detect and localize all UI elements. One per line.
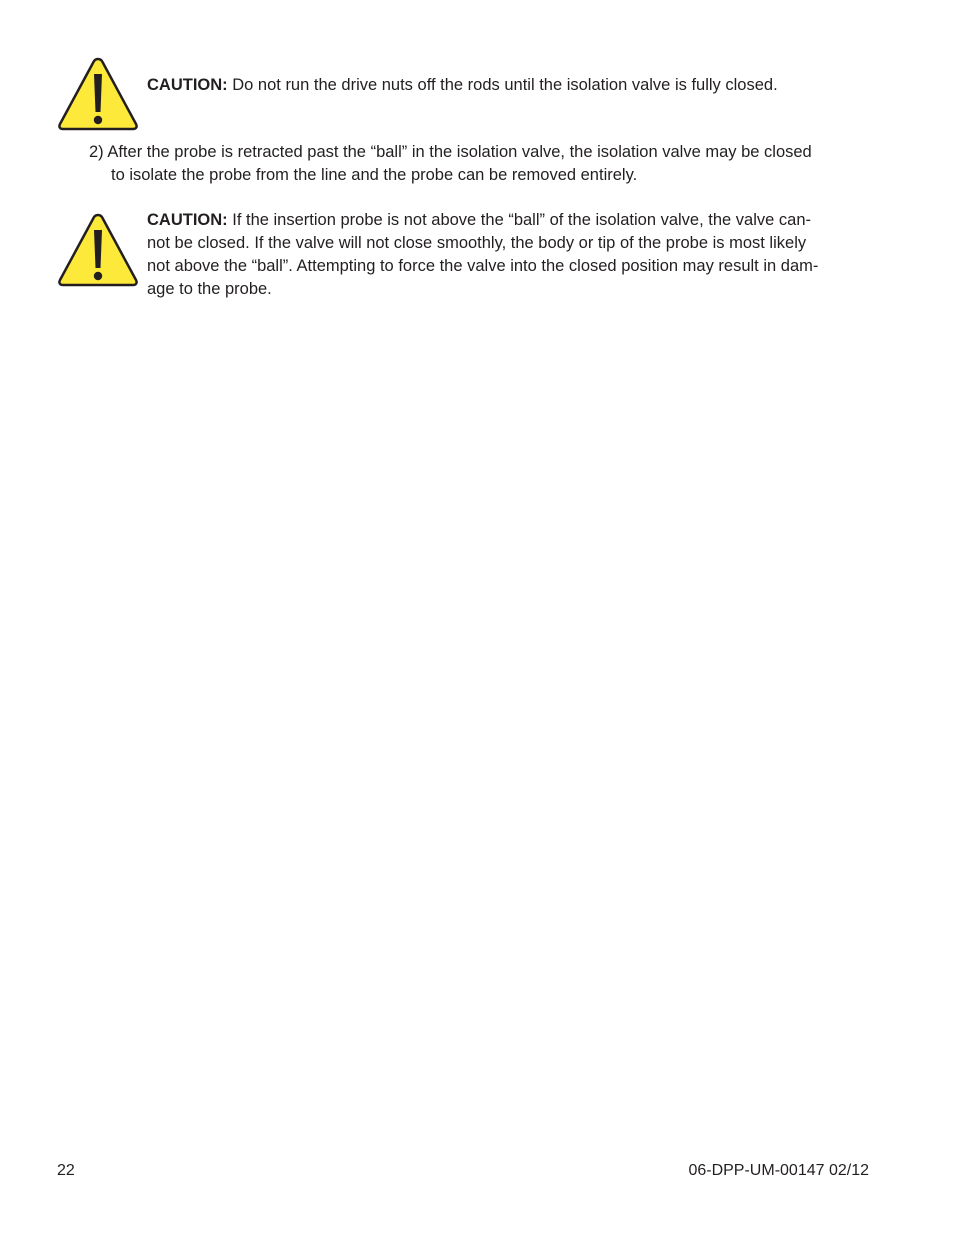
step-2-paragraph xyxy=(89,141,879,187)
warning-triangle-icon xyxy=(56,212,140,288)
caution-1-label: CAUTION: xyxy=(147,76,228,94)
caution-2-label: CAUTION: xyxy=(147,211,228,229)
caution-2-line-4: age to the probe. xyxy=(147,280,272,298)
caution-2-line-1: If the insertion probe is not above the “ball” of the isolation valve, the valve can- xyxy=(227,211,811,229)
caution-2-text xyxy=(147,209,872,301)
step-2-line-2: to isolate the probe from the line and the probe can be removed entirely. xyxy=(111,166,638,184)
document-id: 06-DPP-UM-00147 02/12 xyxy=(688,1162,869,1179)
caution-2-line-2: not be closed. If the valve will not close smoothly, the body or tip of the probe is most likely xyxy=(147,234,807,252)
caution-1-body: Do not run the drive nuts off the rods until the isolation valve is fully closed. xyxy=(227,76,778,94)
step-2-line-1: 2) After the probe is retracted past the “ball” in the isolation valve, the isolation valve may be closed xyxy=(89,143,812,161)
page-number: 22 xyxy=(57,1162,75,1179)
warning-triangle-icon xyxy=(56,56,140,132)
caution-2-line-3: not above the “ball”. Attempting to force the valve into the closed position may result in dam- xyxy=(147,257,819,275)
caution-1-text xyxy=(147,74,872,97)
